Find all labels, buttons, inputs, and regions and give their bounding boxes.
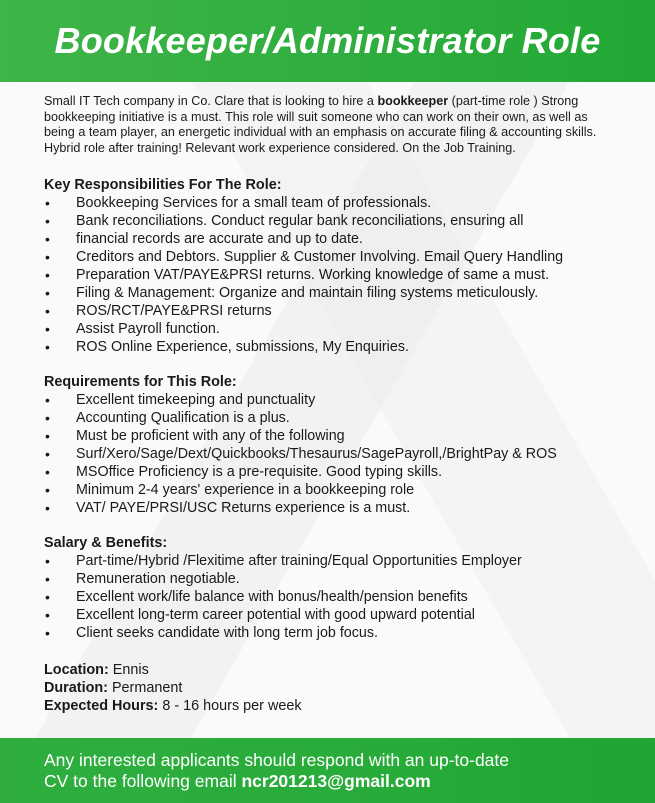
list-item: • Surf/Xero/Sage/Dext/Quickbooks/Thesaurus/SagePayroll,/BrightPay & ROS bbox=[44, 445, 649, 463]
duration-label: Duration: bbox=[44, 680, 108, 697]
contact-line-1: Any interested applicants should respond with an up-to-date bbox=[44, 750, 510, 770]
duration-value: Permanent bbox=[107, 680, 183, 697]
list-item: • Client seeks candidate with long term job focus. bbox=[44, 624, 649, 642]
salary-heading: Salary & Benefits: bbox=[44, 535, 168, 552]
intro-bold-word: bookkeeper bbox=[377, 94, 449, 108]
list-item: • Creditors and Debtors. Supplier & Customer Involving. Email Query Handling bbox=[44, 248, 649, 266]
list-item: • Excellent work/life balance with bonus/health/pension benefits bbox=[44, 588, 649, 606]
list-item: • financial records are accurate and up to date. bbox=[44, 230, 649, 248]
page-title: Bookkeeper/Administrator Role bbox=[54, 20, 601, 61]
contact-text bbox=[44, 750, 509, 792]
responsibilities-heading: Key Responsibilities For The Role: bbox=[44, 177, 282, 194]
list-item: • Bank reconciliations. Conduct regular bank reconciliations, ensuring all bbox=[44, 212, 649, 230]
list-item: • Part-time/Hybrid /Flexitime after training/Equal Opportunities Employer bbox=[44, 552, 649, 570]
location-value: Ennis bbox=[108, 662, 149, 679]
list-item: • Filing & Management: Organize and maintain filing systems meticulously. bbox=[44, 284, 649, 302]
hours-label: Expected Hours: bbox=[44, 698, 159, 715]
list-item: • Bookkeeping Services for a small team of professionals. bbox=[44, 194, 649, 212]
list-item: • Assist Payroll function. bbox=[44, 320, 649, 338]
list-item: • ROS/RCT/PAYE&PRSI returns bbox=[44, 302, 649, 320]
requirements-heading: Requirements for This Role: bbox=[44, 374, 237, 391]
salary-list bbox=[44, 552, 649, 642]
hours-line bbox=[44, 697, 649, 715]
list-item: • Remuneration negotiable. bbox=[44, 570, 649, 588]
hours-value: 8 - 16 hours per week bbox=[158, 698, 302, 715]
duration-line bbox=[44, 679, 649, 697]
list-item: • Minimum 2-4 years' experience in a bookkeeping role bbox=[44, 481, 649, 499]
contact-email[interactable]: ncr201213@gmail.com bbox=[241, 771, 431, 791]
list-item: • Excellent long-term career potential with good upward potential bbox=[44, 606, 649, 624]
list-item: • MSOffice Proficiency is a pre-requisite. Good typing skills. bbox=[44, 463, 649, 481]
contact-line-2 bbox=[44, 771, 509, 792]
intro-text-start: Small IT Tech company in Co. Clare that is looking to hire a bbox=[44, 94, 378, 108]
intro-paragraph bbox=[44, 94, 604, 156]
list-item: • Accounting Qualification is a plus. bbox=[44, 409, 649, 427]
responsibilities-list bbox=[44, 194, 649, 356]
location-line bbox=[44, 661, 649, 679]
job-description bbox=[44, 94, 649, 715]
requirements-list bbox=[44, 391, 649, 517]
list-item: • VAT/ PAYE/PRSI/USC Returns experience is a must. bbox=[44, 499, 649, 517]
title-banner bbox=[0, 0, 655, 82]
contact-line-2-prefix: CV to the following email bbox=[44, 771, 242, 791]
location-label: Location: bbox=[44, 662, 109, 679]
list-item: • Excellent timekeeping and punctuality bbox=[44, 391, 649, 409]
list-item: • Must be proficient with any of the following bbox=[44, 427, 649, 445]
contact-banner bbox=[0, 738, 655, 803]
list-item: • ROS Online Experience, submissions, My Enquiries. bbox=[44, 338, 649, 356]
list-item: • Preparation VAT/PAYE&PRSI returns. Working knowledge of same a must. bbox=[44, 266, 649, 284]
intro-text-rest: (part-time role ) Strong bookkeeping initiative is a must. This role will suit someone who can work on their own, as well as being a team player, an energetic individual with an emphasis on accurate filing & accounting skills. Hybrid role after training! Relevant work experience considered. On the Job Training. bbox=[44, 94, 597, 155]
